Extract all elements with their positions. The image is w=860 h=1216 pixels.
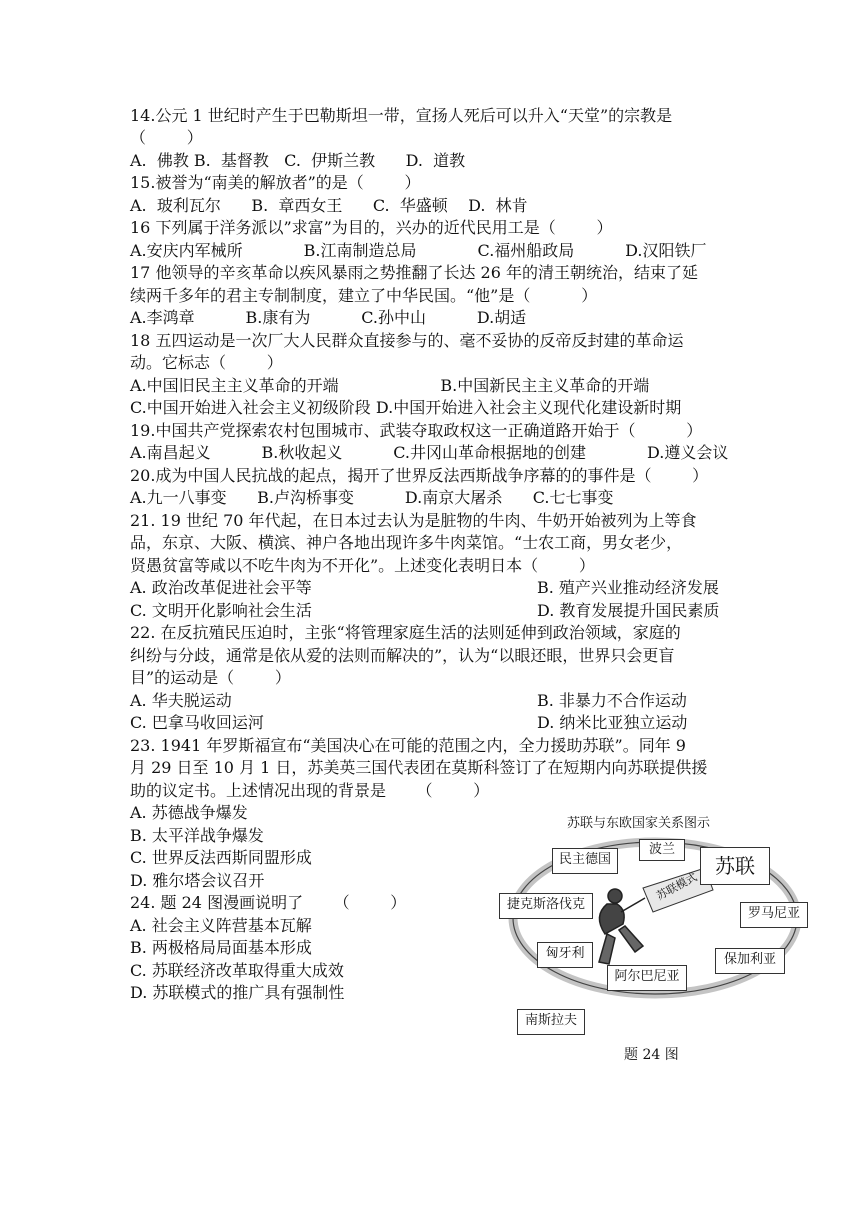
country-box-albania: 阿尔巴尼亚 [607,965,687,991]
q23-option-d: D. 雅尔塔会议召开 [130,871,265,890]
q22-stem-line-2: 纠纷与分歧，通常是依从爱的法则而解决的”，认为“以眼还眼，世界只会更盲 [130,646,675,665]
q14-options: A. 佛教 B. 基督教 C. 伊斯兰教 D. 道教 [130,151,466,170]
figure-caption: 题 24 图 [624,1047,679,1063]
q23-stem-line-3: 助的议定书。上述情况出现的背景是 （ ） [130,781,490,800]
q23-option-c: C. 世界反法西斯同盟形成 [130,848,312,867]
country-box-hungary: 匈牙利 [537,942,593,968]
q24-option-d: D. 苏联模式的推广具有强制性 [130,983,345,1002]
q17-stem-line-2: 续两千多年的君主专制制度，建立了中华民国。“他”是（ ） [130,286,598,305]
q17-options: A.李鸿章 B.康有为 C.孙中山 D.胡适 [130,308,527,327]
q22-option-d: D. 纳米比亚独立运动 [537,713,688,732]
q19-options: A.南昌起义 B.秋收起义 C.井冈山革命根据地的创建 D.遵义会议 [130,443,729,462]
q16-options: A.安庆内军械所 B.江南制造总局 C.福州船政局 D.汉阳铁厂 [130,241,707,260]
figure-title: 苏联与东欧国家关系图示 [567,816,711,831]
q21-option-a: A. 政治改革促进社会平等 [130,578,312,597]
q21-option-b: B. 殖产兴业推动经济发展 [537,578,719,597]
q23-stem-line-2: 月 29 日至 10 月 1 日，苏美英三国代表团在莫斯科签订了在短期内向苏联提供援 [130,758,708,777]
q22-option-b: B. 非暴力不合作运动 [537,691,687,710]
q21-stem-line-3: 贤愚贫富等咸以不吃牛肉为不开化”。上述变化表明日本（ ） [130,556,595,575]
q24-option-c: C. 苏联经济改革取得重大成效 [130,961,344,980]
q20-stem: 20.成为中国人民抗战的起点，揭开了世界反法西斯战争序幕的的事件是（ ） [130,466,709,485]
q20-options: A.九一八事变 B.卢沟桥事变 D.南京大屠杀 C.七七事变 [130,488,614,507]
q22-option-c: C. 巴拿马收回运河 [130,713,264,732]
q15-options: A. 玻利瓦尔 B. 章西女王 C. 华盛顿 D. 林肯 [130,196,528,215]
q21-stem-line-1: 21. 19 世纪 70 年代起，在日本过去认为是脏物的牛肉、牛奶开始被列为上等食 [130,511,697,530]
country-box-gdr: 民主德国 [552,848,618,874]
q16-stem: 16 下列属于洋务派以”求富”为目的，兴办的近代民用工是（ ） [130,218,613,237]
q18-stem-line-2: 动。它标志（ ） [130,353,283,372]
q21-option-c: C. 文明开化影响社会生活 [130,601,312,620]
q15-stem: 15.被誉为“南美的解放者”的是（ ） [130,173,421,192]
q19-stem: 19.中国共产党探索农村包围城市、武装夺取政权这一正确道路开始于（ ） [130,421,703,440]
country-box-yugoslavia: 南斯拉夫 [517,1009,585,1035]
q24-option-a: A. 社会主义阵营基本瓦解 [130,916,312,935]
q24-option-b: B. 两极格局局面基本形成 [130,938,312,957]
country-box-poland: 波兰 [639,839,685,861]
q14-stem-line-2: （ ） [130,128,203,147]
q21-stem-line-2: 品，东京、大阪、横滨、神户各地出现许多牛肉菜馆。“士农工商，男女老少， [130,533,683,552]
band-label: 苏联模式 [654,870,700,903]
q17-stem-line-1: 17 他领导的辛亥革命以疾风暴雨之势推翻了长达 26 年的清王朝统治，结束了延 [130,263,698,282]
q22-stem-line-1: 22. 在反抗殖民压迫时，主张“将管理家庭生活的法则延伸到政治领域，家庭的 [130,623,681,642]
q24-cartoon-figure [495,812,820,1044]
center-box-soviet-union: 苏联 [700,847,770,885]
q18-options-line-1: A.中国旧民主主义革命的开端 B.中国新民主主义革命的开端 [130,376,650,395]
q23-stem-line-1: 23. 1941 年罗斯福宣布“美国决心在可能的范围之内，全力援助苏联”。同年 9 [130,736,686,755]
q14-stem-line-1: 14.公元 1 世纪时产生于巴勒斯坦一带，宣扬人死后可以升入“天堂”的宗教是 [130,106,673,125]
running-figure-icon [599,889,645,964]
country-box-bulgaria: 保加利亚 [715,948,785,974]
q18-stem-line-1: 18 五四运动是一次厂大人民群众直接参与的、毫不妥协的反帝反封建的革命运 [130,331,684,350]
country-box-romania: 罗马尼亚 [740,902,808,928]
q23-option-a: A. 苏德战争爆发 [130,803,248,822]
q23-option-b: B. 太平洋战争爆发 [130,826,264,845]
q22-option-a: A. 华夫脱运动 [130,691,232,710]
q24-stem: 24. 题 24 图漫画说明了 （ ） [130,893,407,912]
q21-option-d: D. 教育发展提升国民素质 [537,601,720,620]
q22-stem-line-3: 目”的运动是（ ） [130,668,291,687]
q18-options-line-2: C.中国开始进入社会主义初级阶段 D.中国开始进入社会主义现代化建设新时期 [130,398,682,417]
country-box-czechoslovakia: 捷克斯洛伐克 [499,893,593,919]
